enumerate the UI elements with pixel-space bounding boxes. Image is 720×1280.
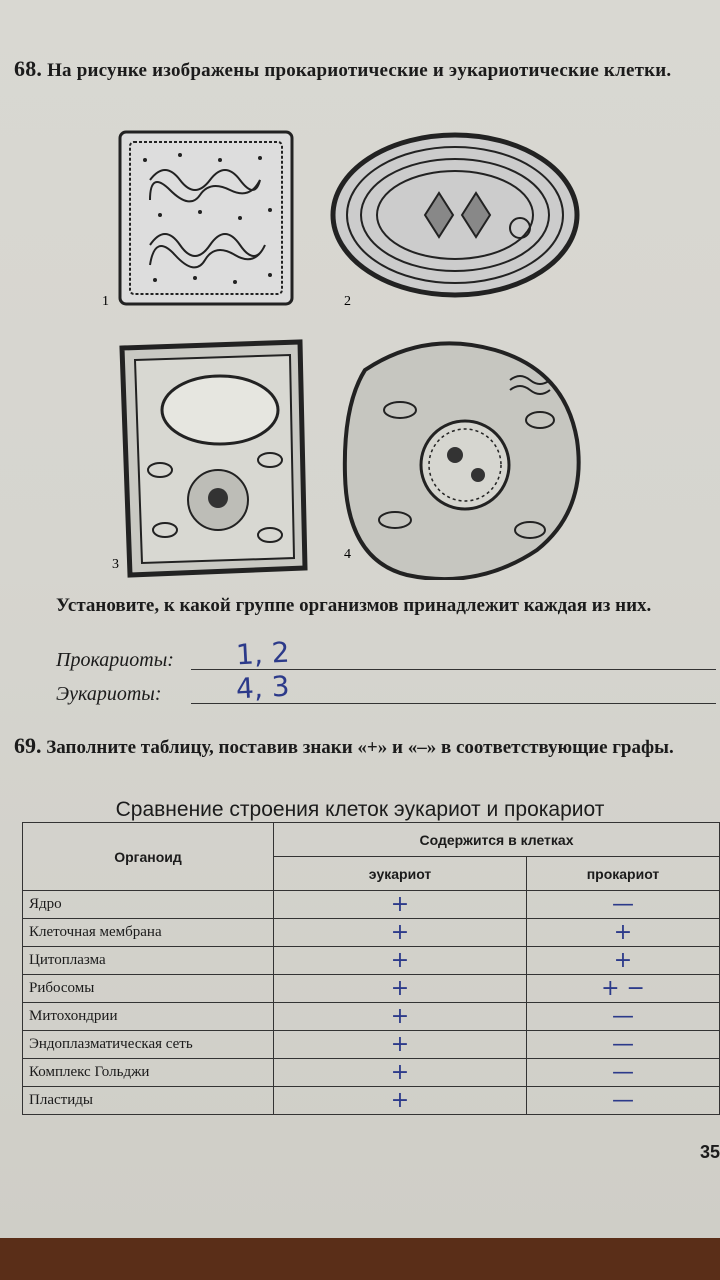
- table-row: [23, 947, 720, 975]
- eukaryote-mark[interactable]: +: [274, 1031, 527, 1059]
- organoid-name: Митохондрии: [23, 1003, 274, 1031]
- page-number: 35: [699, 1142, 720, 1162]
- table-row: [23, 1059, 720, 1087]
- organoid-name: Эндоплазматическая сеть: [23, 1031, 274, 1059]
- table-row: [23, 919, 720, 947]
- task-68-instruction: Установите, к какой группе организмов принадлежит каждая из них.: [56, 595, 652, 616]
- figure-label-2: 2: [344, 294, 351, 309]
- organoid-name: Цитоплазма: [23, 947, 274, 975]
- figure-label-4: 4: [344, 547, 351, 562]
- cell-figure-1-prokaryote-bacterium: [120, 132, 292, 304]
- prokaryotes-handwritten-answer: 1, 2: [235, 635, 291, 672]
- cell-figure-3-eukaryote-plant-cell: [122, 342, 305, 575]
- cell-figure-4-eukaryote-animal-cell: [345, 343, 579, 579]
- cell-figures: [100, 120, 600, 580]
- prokaryote-mark[interactable]: —: [527, 1087, 720, 1115]
- prokaryotes-answer-row: [56, 635, 716, 676]
- figure-label-1: 1: [102, 294, 109, 309]
- prokaryote-mark[interactable]: —: [527, 1031, 720, 1059]
- task-68-question: [14, 58, 704, 82]
- eukaryote-mark[interactable]: +: [274, 947, 527, 975]
- eukaryote-mark[interactable]: +: [274, 919, 527, 947]
- prokaryote-mark[interactable]: —: [527, 1059, 720, 1087]
- comparison-table: [22, 822, 720, 1115]
- header-organoid: Органоид: [23, 823, 274, 891]
- table-row: [23, 1031, 720, 1059]
- comparison-table-body: [23, 891, 720, 1115]
- task-69-text: Заполните таблицу, поставив знаки «+» и «–» в соответствующие графы.: [46, 737, 674, 758]
- organoid-name: Пластиды: [23, 1087, 274, 1115]
- eukaryote-mark[interactable]: +: [274, 1003, 527, 1031]
- prokaryote-mark[interactable]: +: [527, 947, 720, 975]
- table-row: [23, 1087, 720, 1115]
- table-row: [23, 975, 720, 1003]
- eukaryote-mark[interactable]: +: [274, 1059, 527, 1087]
- prokaryote-mark[interactable]: —: [527, 891, 720, 919]
- header-contained-in-cells: Содержится в клетках: [274, 823, 720, 857]
- header-prokaryote: прокариот: [527, 857, 720, 891]
- task-68-text: На рисунке изображены прокариотические и эукариотические клетки.: [47, 60, 672, 81]
- prokaryotes-label: Прокариоты:: [56, 649, 174, 671]
- task-68-number: 68.: [14, 56, 43, 81]
- task-69-question: [14, 734, 714, 759]
- eukaryote-mark[interactable]: +: [274, 891, 527, 919]
- cell-figure-2-prokaryote-cyanobacterium: [333, 135, 577, 295]
- prokaryote-mark[interactable]: + −: [527, 975, 720, 1003]
- prokaryote-mark[interactable]: +: [527, 919, 720, 947]
- eukaryotes-handwritten-answer: 4, 3: [235, 669, 291, 706]
- header-eukaryote: эукариот: [274, 857, 527, 891]
- prokaryote-mark[interactable]: —: [527, 1003, 720, 1031]
- organoid-name: Ядро: [23, 891, 274, 919]
- eukaryote-mark[interactable]: +: [274, 1087, 527, 1115]
- task-69-number: 69.: [14, 733, 42, 758]
- organoid-name: Комплекс Гольджи: [23, 1059, 274, 1087]
- table-row: [23, 891, 720, 919]
- eukaryote-mark[interactable]: +: [274, 975, 527, 1003]
- organoid-name: Клеточная мембрана: [23, 919, 274, 947]
- table-title: Сравнение строения клеток эукариот и прокариот: [115, 798, 605, 821]
- eukaryotes-label: Эукариоты:: [56, 683, 162, 705]
- figure-label-3: 3: [112, 557, 119, 572]
- organoid-name: Рибосомы: [23, 975, 274, 1003]
- table-row: [23, 1003, 720, 1031]
- eukaryotes-answer-row: [56, 669, 716, 710]
- desk-surface: [0, 1238, 720, 1280]
